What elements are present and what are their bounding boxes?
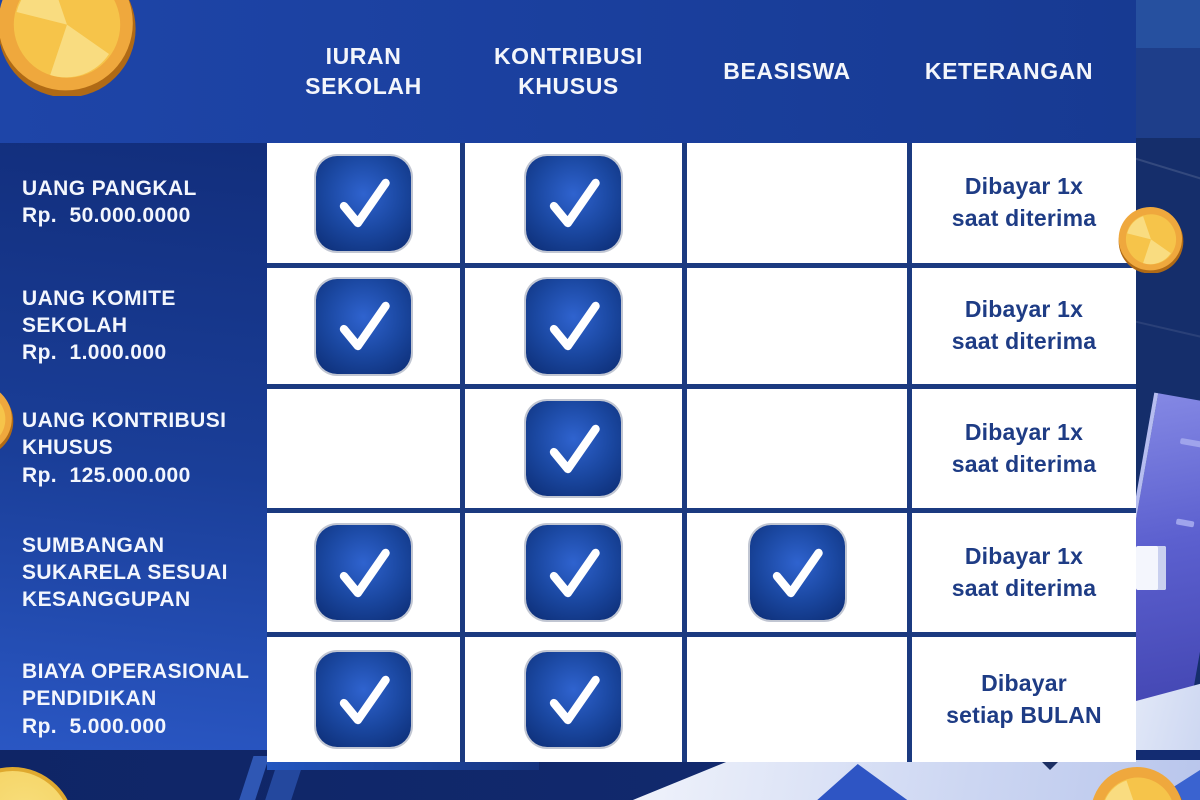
check-icon — [526, 401, 621, 496]
note-text: Dibayar 1x — [964, 296, 1084, 323]
row-label-sumbangan-sukarela — [0, 513, 267, 632]
row-amount: Rp. 5.000.000 — [22, 714, 167, 738]
bg-diagonal-line — [1136, 150, 1200, 193]
note-text: Dibayar 1x — [964, 542, 1084, 569]
coin-icon — [1118, 207, 1184, 273]
check-icon — [526, 652, 621, 747]
row-amount: Rp. 125.000.000 — [22, 463, 191, 487]
bg-rectangle — [1136, 0, 1200, 48]
bg-slash — [239, 756, 270, 800]
table-cell — [267, 143, 460, 263]
table-cell-note — [912, 513, 1136, 632]
row-label-uang-komite-sekolah — [0, 268, 267, 384]
table-cell — [687, 389, 907, 508]
screen-glare — [1176, 518, 1195, 527]
coin-icon — [1090, 767, 1186, 800]
table-cell — [687, 637, 907, 762]
note-text: Dibayar — [981, 669, 1067, 696]
note-text: setiap BULAN — [946, 701, 1102, 728]
row-amount: Rp. 50.000.0000 — [22, 204, 191, 228]
table-cell-note — [912, 389, 1136, 508]
table-cell — [465, 268, 682, 384]
table-cell — [687, 143, 907, 263]
note-text: saat diterima — [951, 328, 1097, 354]
screen-glare — [1180, 438, 1200, 448]
table-cell-note — [912, 268, 1136, 384]
check-icon — [316, 525, 411, 620]
check-icon — [316, 279, 411, 374]
note-text: saat diterima — [951, 205, 1097, 231]
table-cell — [267, 389, 460, 508]
check-icon — [526, 525, 621, 620]
note-text: saat diterima — [951, 450, 1097, 477]
right-background-strip — [1136, 0, 1200, 800]
table-cell-note — [912, 143, 1136, 263]
row-label-uang-kontribusi-khusus — [0, 389, 267, 508]
fee-table — [267, 143, 1136, 762]
row-title: UANG KONTRIBUSI KHUSUS — [22, 409, 227, 460]
row-title: UANG KOMITE SEKOLAH — [22, 286, 176, 337]
bg-diagonal-line — [1136, 314, 1200, 347]
table-cell — [465, 513, 682, 632]
coin-icon — [0, 0, 137, 96]
table-cell — [687, 513, 907, 632]
table-cell — [465, 637, 682, 762]
box-icon — [1136, 546, 1166, 590]
table-cell — [687, 268, 907, 384]
table-cell — [267, 268, 460, 384]
row-title: BIAYA OPERASIONAL PENDIDIKAN — [22, 660, 249, 711]
check-icon — [750, 525, 845, 620]
row-label-uang-pangkal — [0, 143, 267, 263]
table-cell — [267, 637, 460, 762]
coin-icon — [0, 384, 14, 456]
table-header-row — [267, 0, 1136, 143]
column-header-kontribusi-khusus: KONTRIBUSI KHUSUS — [493, 42, 644, 99]
column-header-keterangan: KETERANGAN — [924, 57, 1094, 84]
table-cell — [465, 389, 682, 508]
check-icon — [316, 652, 411, 747]
table-cell — [465, 143, 682, 263]
note-text: saat diterima — [951, 574, 1097, 601]
row-title: UANG PANGKAL — [22, 177, 197, 201]
column-header-beasiswa: BEASISWA — [723, 57, 851, 84]
row-amount: Rp. 1.000.000 — [22, 341, 167, 365]
check-icon — [526, 279, 621, 374]
bg-rectangle — [1136, 48, 1200, 138]
column-header-iuran-sekolah: IURAN SEKOLAH — [305, 42, 422, 99]
note-text: Dibayar 1x — [964, 418, 1084, 445]
row-title: SUMBANGAN SUKARELA SESUAI KESANGGUPAN — [22, 533, 228, 612]
row-label-biaya-operasional — [0, 637, 267, 762]
check-icon — [316, 156, 411, 251]
table-cell-note — [912, 637, 1136, 762]
check-icon — [526, 156, 621, 251]
table-shadow — [267, 762, 539, 770]
table-cell — [267, 513, 460, 632]
note-text: Dibayar 1x — [964, 173, 1084, 200]
